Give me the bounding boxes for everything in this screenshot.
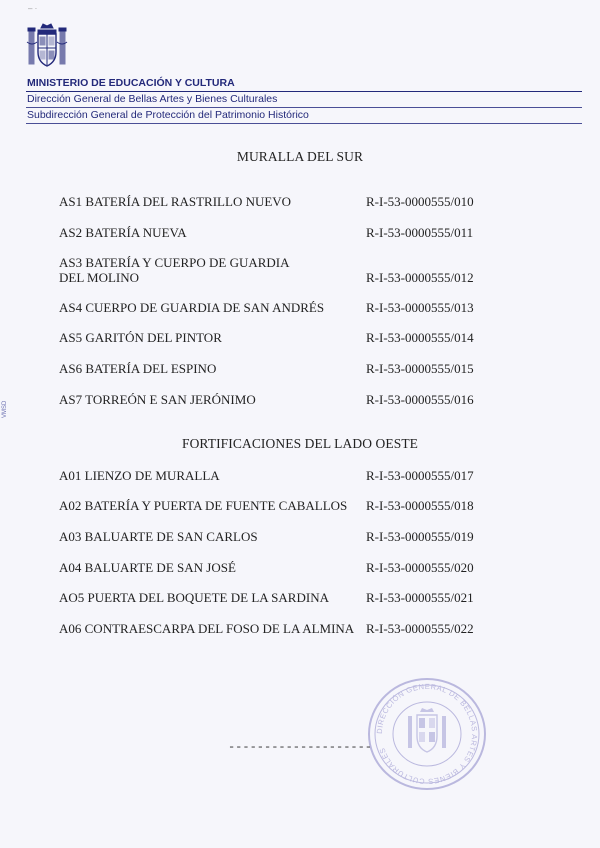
item-name: AS3 BATERÍA Y CUERPO DE GUARDIA	[59, 255, 290, 270]
item-reference: R-I-53-0000555/016	[366, 392, 474, 407]
coat-of-arms-icon	[26, 22, 68, 72]
item-reference: R-I-53-0000555/010	[366, 194, 474, 209]
item-name: AO5 PUERTA DEL BOQUETE DE LA SARDINA	[59, 590, 329, 605]
item-name: AS7 TORREÓN E SAN JERÓNIMO	[59, 392, 256, 407]
section-heading: MURALLA DEL SUR	[236, 149, 364, 164]
signature-line: --------------------	[227, 740, 373, 754]
item-name: A02 BATERÍA Y PUERTA DE FUENTE CABALLOS	[59, 498, 348, 513]
item-reference: R-I-53-0000555/014	[366, 330, 474, 345]
item-name: AS4 CUERPO DE GUARDIA DE SAN ANDRÉS	[59, 300, 325, 315]
svg-text:DIRECCIÓN GENERAL DE BELLAS AR	[375, 682, 479, 786]
item-reference: R-I-53-0000555/011	[366, 225, 474, 240]
item-reference: R-I-53-0000555/022	[366, 621, 474, 636]
item-name: AS1 BATERÍA DEL RASTRILLO NUEVO	[59, 194, 292, 209]
item-reference: R-I-53-0000555/017	[366, 468, 474, 483]
item-name: AS6 BATERÍA DEL ESPINO	[59, 361, 217, 376]
seal-text: DIRECCIÓN GENERAL DE BELLAS ARTES Y BIENES CULTURALES	[374, 681, 480, 787]
subdirectorate-name: Subdirección General de Protección del Patrimonio Histórico	[26, 108, 582, 124]
item-reference: R-I-53-0000555/019	[366, 529, 474, 544]
directorate-name: Dirección General de Bellas Artes y Bienes Culturales	[26, 92, 582, 108]
official-seal-icon	[366, 676, 488, 792]
item-reference: R-I-53-0000555/012	[366, 270, 474, 285]
item-name: A06 CONTRAESCARPA DEL FOSO DE LA ALMINA	[59, 621, 355, 636]
item-reference: R-I-53-0000555/015	[366, 361, 474, 376]
list-item	[59, 255, 489, 285]
ministry-name: MINISTERIO DE EDUCACIÓN Y CULTURA	[26, 76, 582, 92]
item-name-continuation: DEL MOLINO	[59, 270, 140, 285]
scan-mark: – ·	[28, 4, 38, 13]
item-name: A03 BALUARTE DE SAN CARLOS	[59, 529, 258, 544]
item-name: A01 LIENZO DE MURALLA	[59, 468, 220, 483]
section-heading: FORTIFICACIONES DEL LADO OESTE	[181, 436, 419, 451]
letterhead	[26, 76, 582, 124]
item-reference: R-I-53-0000555/020	[366, 560, 474, 575]
item-name: AS2 BATERÍA NUEVA	[59, 225, 187, 240]
side-mark: VMSD	[2, 400, 8, 418]
item-reference: R-I-53-0000555/018	[366, 498, 474, 513]
item-name: AS5 GARITÓN DEL PINTOR	[59, 330, 222, 345]
item-name: A04 BALUARTE DE SAN JOSÉ	[59, 560, 236, 575]
item-reference: R-I-53-0000555/013	[366, 300, 474, 315]
item-reference: R-I-53-0000555/021	[366, 590, 474, 605]
